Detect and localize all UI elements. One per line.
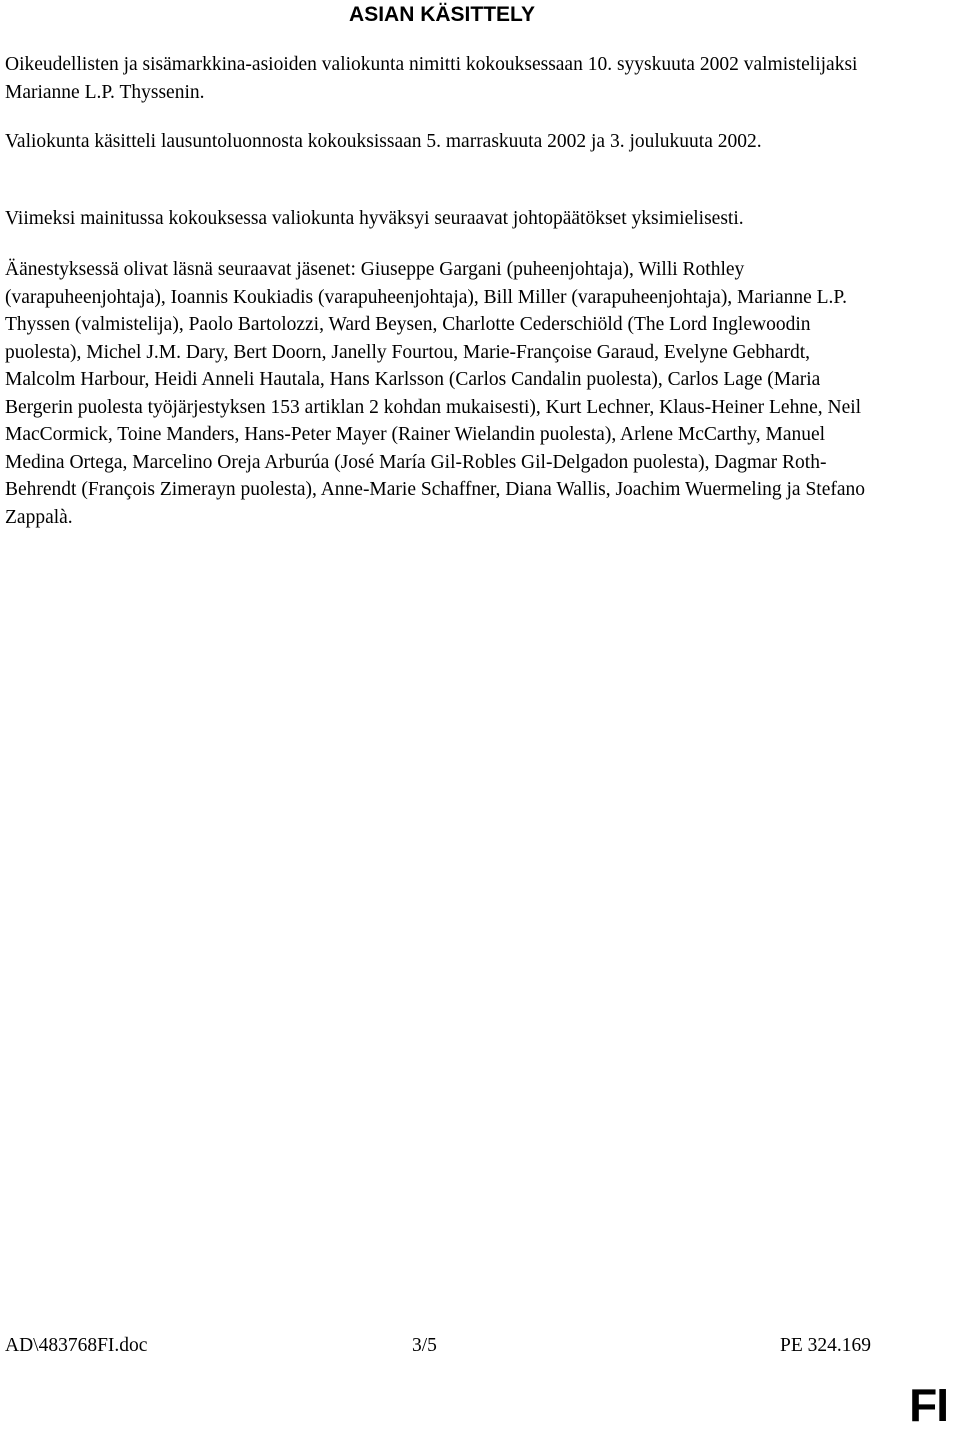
paragraph-adoption: Viimeksi mainitussa kokouksessa valiokunta hyväksyi seuraavat johtopäätökset yksimielisesti. [5,208,744,229]
footer-document-file: AD\483768FI.doc [5,1335,148,1356]
footer-reference: PE 324.169 [780,1335,872,1356]
language-code: FI [909,1379,948,1431]
paragraph-consideration: Valiokunta käsitteli lausuntoluonnosta kokouksissaan 5. marraskuuta 2002 ja 3. joulukuuta 2002. [5,131,762,152]
footer-page-number: 3/5 [412,1335,437,1356]
section-heading: ASIAN KÄSITTELY [349,3,535,26]
paragraph-appointment: Oikeudellisten ja sisämarkkina-asioiden valiokunta nimitti kokouksessaan 10. syyskuuta 2002 valmistelijaksi Marianne L.P. Thyssenin. [5,54,858,103]
paragraph-members-present: Äänestyksessä olivat läsnä seuraavat jäsenet: Giuseppe Gargani (puheenjohtaja), Willi Rothley (varapuheenjohtaja), Ioannis Koukiadis (varapuheenjohtaja), Bill Miller (varapuheenjohtaja), Marianne L.P. Thyssen (valmistelija), Paolo Bartolozzi, Ward Beysen, Charlotte Cederschiöld (The Lord Inglewoodin puolesta), Michel J.M. Dary, Bert Doorn, Janelly Fourtou, Marie-Françoise Garaud, Evelyne Gebhardt, Malcolm Harbour, Heidi Anneli Hautala, Hans Karlsson (Carlos Candalin puolesta), Carlos Lage (Maria Bergerin puolesta työjärjestyksen 153 artiklan 2 kohdan mukaisesti), Kurt Lechner, Klaus-Heiner Lehne, Neil MacCormick, Toine Manders, Hans-Peter Mayer (Rainer Wielandin puolesta), Arlene McCarthy, Manuel Medina Ortega, Marcelino Oreja Arburúa (José María Gil-Robles Gil-Delgadon puolesta), Dagmar Roth-Behrendt (François Zimerayn puolesta), Anne-Marie Schaffner, Diana Wallis, Joachim Wuermeling ja Stefano Zappalà. [5,259,866,528]
